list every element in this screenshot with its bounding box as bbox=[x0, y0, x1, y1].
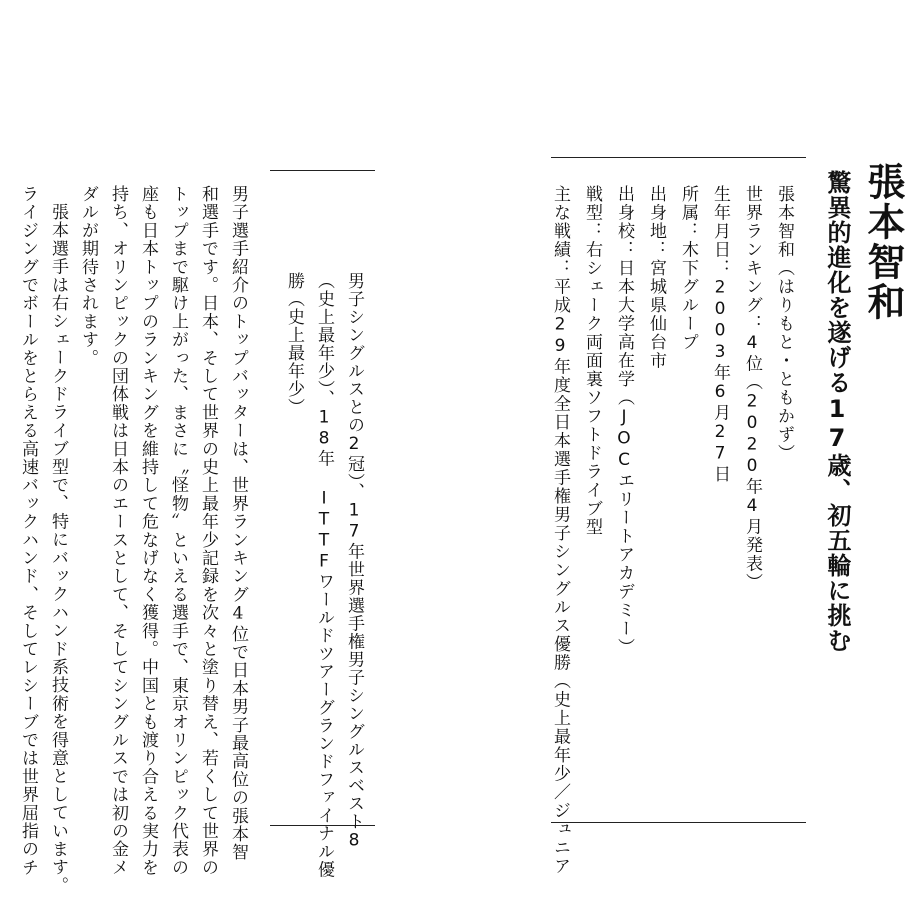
body-line-4: 座も日本トップのランキングを維持して危なげなく獲得。中国とも渡り合える実力を bbox=[138, 185, 158, 877]
profile-name: 張本智和（はりもと・ともかず） bbox=[774, 185, 794, 463]
body-line-8: ライジングでボールをとらえる高速バックハンド、そしてレシーブでは世界屈指のチ bbox=[18, 185, 38, 877]
body-line-1: 男子選手紹介のトップバッターは、世界ランキング4位で日本男子最高位の張本智 bbox=[228, 185, 248, 862]
body-line-7: 張本選手は右シェークドライブ型で、特にバックハンド系技術を得意としています。 bbox=[48, 203, 68, 895]
body-line-3: トップまで駆け上がった、まさに〝怪物〟といえる選手で、東京オリンピック代表の bbox=[168, 185, 188, 877]
profile-birthdate: 生年月日：2003年6月27日 bbox=[710, 185, 730, 484]
profile-ranking: 世界ランキング：4位（2020年4月発表） bbox=[742, 185, 762, 592]
profile-achievements: 主な戦績：平成29年度全日本選手権男子シングルス優勝（史上最年少／ジュニア bbox=[550, 185, 570, 876]
page-subtitle: 驚異的進化を遂げる17歳、初五輪に挑む bbox=[823, 170, 851, 653]
body-line-5: 持ち、オリンピックの団体戦は日本のエースとして、そしてシングルスでは初の金メ bbox=[108, 185, 128, 877]
results-line-3: 勝（史上最年少） bbox=[284, 272, 304, 416]
results-line-1: 男子シングルスとの2冠）、17年世界選手権男子シングルスベスト8 bbox=[344, 272, 364, 852]
results-line-2: （史上最年少）、18年 ITTFワールドツアーグランドファイナル優 bbox=[314, 272, 334, 879]
page-title: 張本智和 bbox=[861, 162, 905, 322]
profile-affiliation: 所属：木下グループ bbox=[678, 185, 698, 352]
body-line-6: ダルが期待されます。 bbox=[78, 185, 98, 367]
profile-hometown: 出身地：宮城県仙台市 bbox=[646, 185, 666, 370]
profile-school: 出身校：日本大学高在学（JOCエリートアカデミー） bbox=[614, 185, 634, 657]
body-line-2: 和選手です。日本、そして世界の史上最年少記録を次々と塗り替え、若くして世界の bbox=[198, 185, 218, 877]
profile-play-style: 戦型：右シェーク両面裏ソフトドライブ型 bbox=[582, 185, 602, 537]
